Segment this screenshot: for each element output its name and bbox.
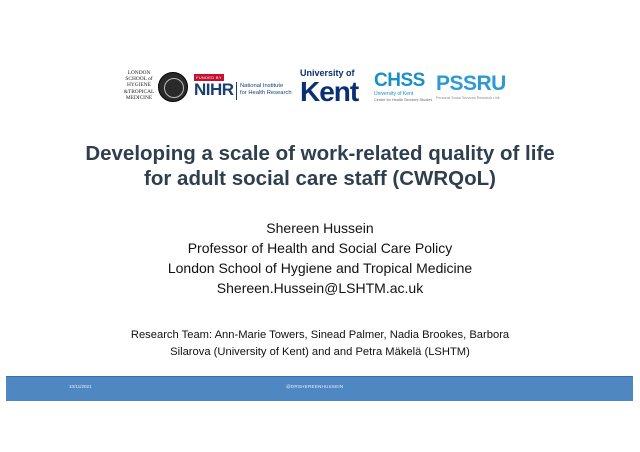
nihr-description: National Institute for Health Research xyxy=(240,83,292,96)
kent-university-of: University of xyxy=(300,68,355,78)
pssru-subtitle: Personal Social Services Research Unit xyxy=(436,96,500,100)
chss-wordmark: CHSS xyxy=(374,70,425,91)
pssru-logo xyxy=(436,72,510,106)
nihr-funded-badge: FUNDED BY xyxy=(196,75,222,80)
pssru-wordmark: PSSRU xyxy=(436,72,506,95)
logo-strip xyxy=(118,68,510,110)
slide-title xyxy=(20,141,620,191)
presenter-name: Shereen Hussein xyxy=(266,220,374,236)
research-team-line-2: Silarova (University of Kent) and and Petra Mäkelä (LSHTM) xyxy=(170,346,470,358)
presenter-role: Professor of Health and Social Care Policy xyxy=(187,240,453,256)
presenter-email: Shereen.Hussein@LSHTM.ac.uk xyxy=(216,280,424,296)
lshtm-crest-icon xyxy=(158,72,188,102)
chss-logo xyxy=(374,70,433,108)
presenter-institution: London School of Hygiene and Tropical Medicine xyxy=(167,260,473,276)
nihr-logo xyxy=(194,72,292,106)
footer-date: 10/11/2021 xyxy=(69,384,92,389)
footer-bar xyxy=(6,376,633,401)
nihr-divider xyxy=(236,82,237,100)
chss-subtitle: University of Kent xyxy=(374,91,414,97)
footer-handle: @DRSHEREENHUSSEIN xyxy=(286,384,344,389)
chss-tagline: Centre for Health Services Studies xyxy=(374,98,433,102)
kent-wordmark: Kent xyxy=(300,76,359,107)
presenter-block xyxy=(60,218,580,298)
research-team-line-1: Research Team: Ann-Marie Towers, Sinead Palmer, Nadia Brookes, Barbora xyxy=(130,329,510,341)
title-line-2: for adult social care staff (CWRQoL) xyxy=(144,167,496,190)
lshtm-logo-text: LONDON SCHOOL of HYGIENE &TROPICAL MEDICINE xyxy=(123,70,155,101)
nihr-wordmark: NIHR xyxy=(194,80,234,99)
title-line-1: Developing a scale of work-related quality of life xyxy=(85,142,555,165)
kent-logo xyxy=(300,68,366,108)
research-team xyxy=(60,327,580,361)
